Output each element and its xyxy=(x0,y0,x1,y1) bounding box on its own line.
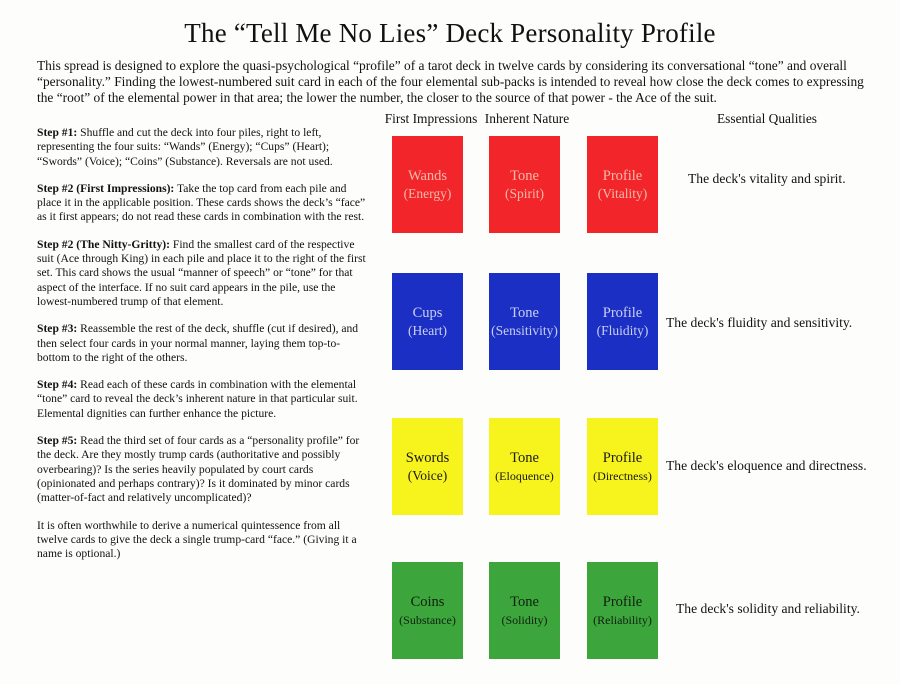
column-header-essential-qualities: Essential Qualities xyxy=(716,111,818,126)
card-title: Profile xyxy=(602,593,643,610)
steps-column xyxy=(37,126,367,574)
step-text: Find the smallest card of the respective suit (Ace through King) in each pile and place it to the right of the first set. This card shows the usual “manner of speech” or “tone” for that aspect of the interface. If no suit card appears in the pile, use the lowest-numbered trump of that element. xyxy=(37,237,366,308)
card-subtitle: (Solidity) xyxy=(501,612,548,627)
card-subtitle: (Voice) xyxy=(407,467,448,483)
step-label: Step #5: xyxy=(37,434,78,448)
card-tone-sensitivity xyxy=(489,273,560,370)
card-tone-eloquence xyxy=(489,418,560,515)
card-profile-fluidity xyxy=(587,273,658,370)
closing-note xyxy=(37,519,367,562)
card-subtitle: (Sensitivity) xyxy=(491,322,558,338)
card-tone-spirit xyxy=(489,136,560,233)
card-title: Tone xyxy=(510,593,539,610)
card-coins xyxy=(392,562,463,659)
card-title: Profile xyxy=(602,449,643,466)
card-title: Tone xyxy=(510,304,539,321)
step-text: Reassemble the rest of the deck, shuffle (cut if desired), and then select four cards in your normal manner, laying them top-to-bottom to the right of the others. xyxy=(37,322,359,364)
card-title: Swords xyxy=(405,449,450,466)
card-subtitle: (Spirit) xyxy=(505,185,544,201)
quality-directness: The deck's eloquence and directness. xyxy=(666,458,867,473)
card-title: Profile xyxy=(602,167,643,184)
intro-paragraph: This spread is designed to explore the quasi-psychological “profile” of a tarot deck in twelve cards by considering its conversational “tone” and overall “personality.” Finding the lowest-numbered suit card in each of the four elemental sub-packs is intended to reveal how close the deck comes to expressing the “root” of the elemental power in that area; the lower the number, the closer to the source of that power - the Ace of the suit. xyxy=(37,58,864,105)
card-subtitle: (Energy) xyxy=(403,185,452,201)
card-tone-solidity xyxy=(489,562,560,659)
card-cups xyxy=(392,273,463,370)
card-title: Profile xyxy=(602,304,643,321)
quality-vitality: The deck's vitality and spirit. xyxy=(688,171,846,186)
card-title: Tone xyxy=(510,449,539,466)
card-subtitle: (Eloquence) xyxy=(495,468,554,483)
step-label: Step #2 (The Nitty-Gritty): xyxy=(37,237,170,251)
step-2b xyxy=(37,238,367,309)
quality-fluidity: The deck's fluidity and sensitivity. xyxy=(666,315,853,330)
step-label: Step #1: xyxy=(37,126,78,139)
step-3 xyxy=(37,322,367,365)
step-text: Read each of these cards in combination with the elemental “tone” card to reveal the deck’s inherent nature in that particular suit. Elemental dignities can further enhance the picture. xyxy=(37,378,358,420)
step-label: Step #2 (First Impressions): xyxy=(37,181,175,195)
card-title: Wands xyxy=(407,167,448,184)
card-subtitle: (Substance) xyxy=(399,612,456,627)
step-5 xyxy=(37,434,367,505)
card-title: Tone xyxy=(510,167,539,184)
card-subtitle: (Heart) xyxy=(408,322,447,338)
card-title: Cups xyxy=(412,304,443,321)
card-wands xyxy=(392,136,463,233)
step-text: Take the top card from each pile and place it in the applicable position. These cards shows the deck’s “face” as it first appears; do not read these cards in combination with the rest. xyxy=(37,181,366,224)
card-swords xyxy=(392,418,463,515)
step-text: Shuffle and cut the deck into four piles, right to left, representing the four suits: “Wands” (Energy); “Cups” (Heart); “Swords” (Voice); “Coins” (Substance). Reversals are not used. xyxy=(37,126,333,168)
step-label: Step #4: xyxy=(37,378,78,392)
card-subtitle: (Directness) xyxy=(593,468,652,483)
column-header-first-impressions: First Impressions xyxy=(384,111,478,126)
card-subtitle: (Reliability) xyxy=(593,612,652,627)
quality-reliability: The deck's solidity and reliability. xyxy=(676,601,860,616)
step-4 xyxy=(37,378,367,421)
card-subtitle: (Vitality) xyxy=(597,185,648,201)
card-subtitle: (Fluidity) xyxy=(596,322,649,338)
column-header-inherent-nature: Inherent Nature xyxy=(484,111,570,126)
step-1 xyxy=(37,126,367,169)
card-profile-reliability xyxy=(587,562,658,659)
closing-text: It is often worthwhile to derive a numerical quintessence from all twelve cards to give the deck a single trump-card “face.” (Giving it a name is optional.) xyxy=(37,518,357,561)
card-profile-directness xyxy=(587,418,658,515)
step-label: Step #3: xyxy=(37,322,78,336)
page-title: The “Tell Me No Lies” Deck Personality Profile xyxy=(184,18,716,48)
card-profile-vitality xyxy=(587,136,658,233)
step-text: Read the third set of four cards as a “personality profile” for the deck. Are they mostly trump cards (authoritative and possibly overbearing)? Is the series heavily populated by court cards (opinionated and perhaps contrary)? Is it dominated by minor cards (matter-of-fact and relatively uncomplicated)? xyxy=(37,434,360,505)
step-2 xyxy=(37,182,367,225)
card-title: Coins xyxy=(410,593,445,610)
